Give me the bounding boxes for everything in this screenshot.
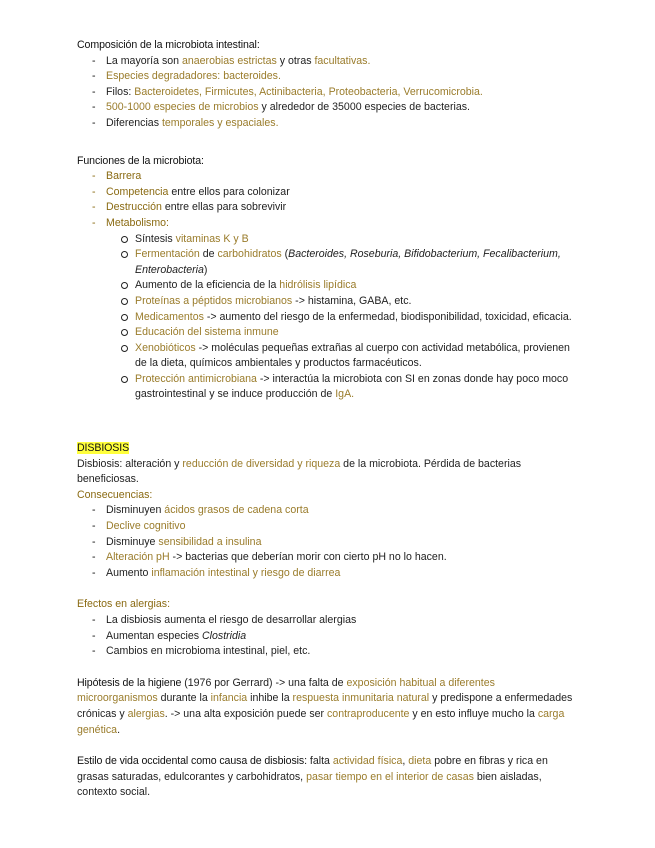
list-item: - Filos: Bacteroidetes, Firmicutes, Actinibacteria, Proteobacteria, Verrucomicrobia. — [92, 85, 577, 101]
estilo-paragraph: Estilo de vida occidental como causa de disbiosis: falta actividad física, dieta pobre en fibras y rica en grasas saturadas, edulcorantes y carbohidratos, pasar tiempo en el interior de casas bien aisladas, contexto social. — [77, 755, 548, 799]
list-item: - Aumentan especies Clostridia — [92, 629, 577, 645]
list-item: Medicamentos -> aumento del riesgo de la enfermedad, biodisponibilidad, toxicidad, eficacia. — [120, 310, 577, 326]
list-item: Educación del sistema inmune — [120, 325, 577, 341]
list-item: - Metabolismo: — [92, 216, 577, 232]
metabolismo-list — [77, 232, 577, 404]
list-item: - Disminuye sensibilidad a insulina — [92, 535, 577, 551]
list-item: Fermentación de carbohidratos (Bacteroides, Roseburia, Bifidobacterium, Fecalibacterium, Enterobacteria) — [120, 247, 577, 278]
funciones-title: Funciones de la microbiota: — [77, 154, 204, 167]
list-item: - La disbiosis aumenta el riesgo de desarrollar alergias — [92, 613, 577, 629]
disbiosis-heading: DISBIOSIS — [77, 442, 130, 455]
list-item: Aumento de la eficiencia de la hidrólisis lipídica — [120, 278, 577, 294]
consecuencias-list — [77, 503, 577, 581]
higiene-paragraph: Hipótesis de la higiene (1976 por Gerrard) -> una falta de exposición habitual a diferentes microorganismos durante la infancia inhibe la respuesta inmunitaria natural y predispone a enfermedades crónicas y alergias. -> una alta exposición puede ser contraproducente y en esto influye mucho la carga genética. — [77, 676, 573, 736]
list-item: - La mayoría son anaerobias estrictas y otras facultativas. — [92, 54, 577, 70]
list-item: - Barrera — [92, 169, 577, 185]
list-item: - Competencia entre ellos para colonizar — [92, 185, 577, 201]
list-item: - Disminuyen ácidos grasos de cadena corta — [92, 503, 577, 519]
list-item: - Diferencias temporales y espaciales. — [92, 116, 577, 132]
list-item: - Destrucción entre ellas para sobrevivir — [92, 200, 577, 216]
list-item: - Alteración pH -> bacterias que deberían morir con cierto pH no lo hacen. — [92, 550, 577, 566]
list-item: - Aumento inflamación intestinal y riesgo de diarrea — [92, 566, 577, 582]
alergias-title: Efectos en alergias: — [77, 598, 171, 611]
alergias-list — [77, 613, 577, 660]
list-item: Síntesis vitaminas K y B — [120, 232, 577, 248]
list-item: - Especies degradadores: bacteroides. — [92, 69, 577, 85]
composicion-list — [77, 54, 577, 132]
list-item: - Declive cognitivo — [92, 519, 577, 535]
list-item: - 500-1000 especies de microbios y alrededor de 35000 especies de bacterias. — [92, 100, 577, 116]
funciones-list — [77, 169, 577, 231]
consecuencias-title: Consecuencias: — [77, 488, 153, 501]
list-item: Xenobióticos -> moléculas pequeñas extrañas al cuerpo con actividad metabólica, provienen de la dieta, químicos ambientales y productos farmacéuticos. — [120, 341, 577, 372]
composicion-title: Composición de la microbiota intestinal: — [77, 39, 260, 51]
list-item: - Cambios en microbioma intestinal, piel, etc. — [92, 644, 577, 660]
document-page — [77, 38, 577, 801]
list-item: Protección antimicrobiana -> interactúa la microbiota con SI en zonas donde hay poco moco gastrointestinal y se induce producción de IgA. — [120, 372, 577, 403]
list-item: Proteínas a péptidos microbianos -> histamina, GABA, etc. — [120, 294, 577, 310]
disbiosis-definition: Disbiosis: alteración y reducción de diversidad y riqueza de la microbiota. Pérdida de bacterias beneficiosas. — [77, 457, 522, 486]
